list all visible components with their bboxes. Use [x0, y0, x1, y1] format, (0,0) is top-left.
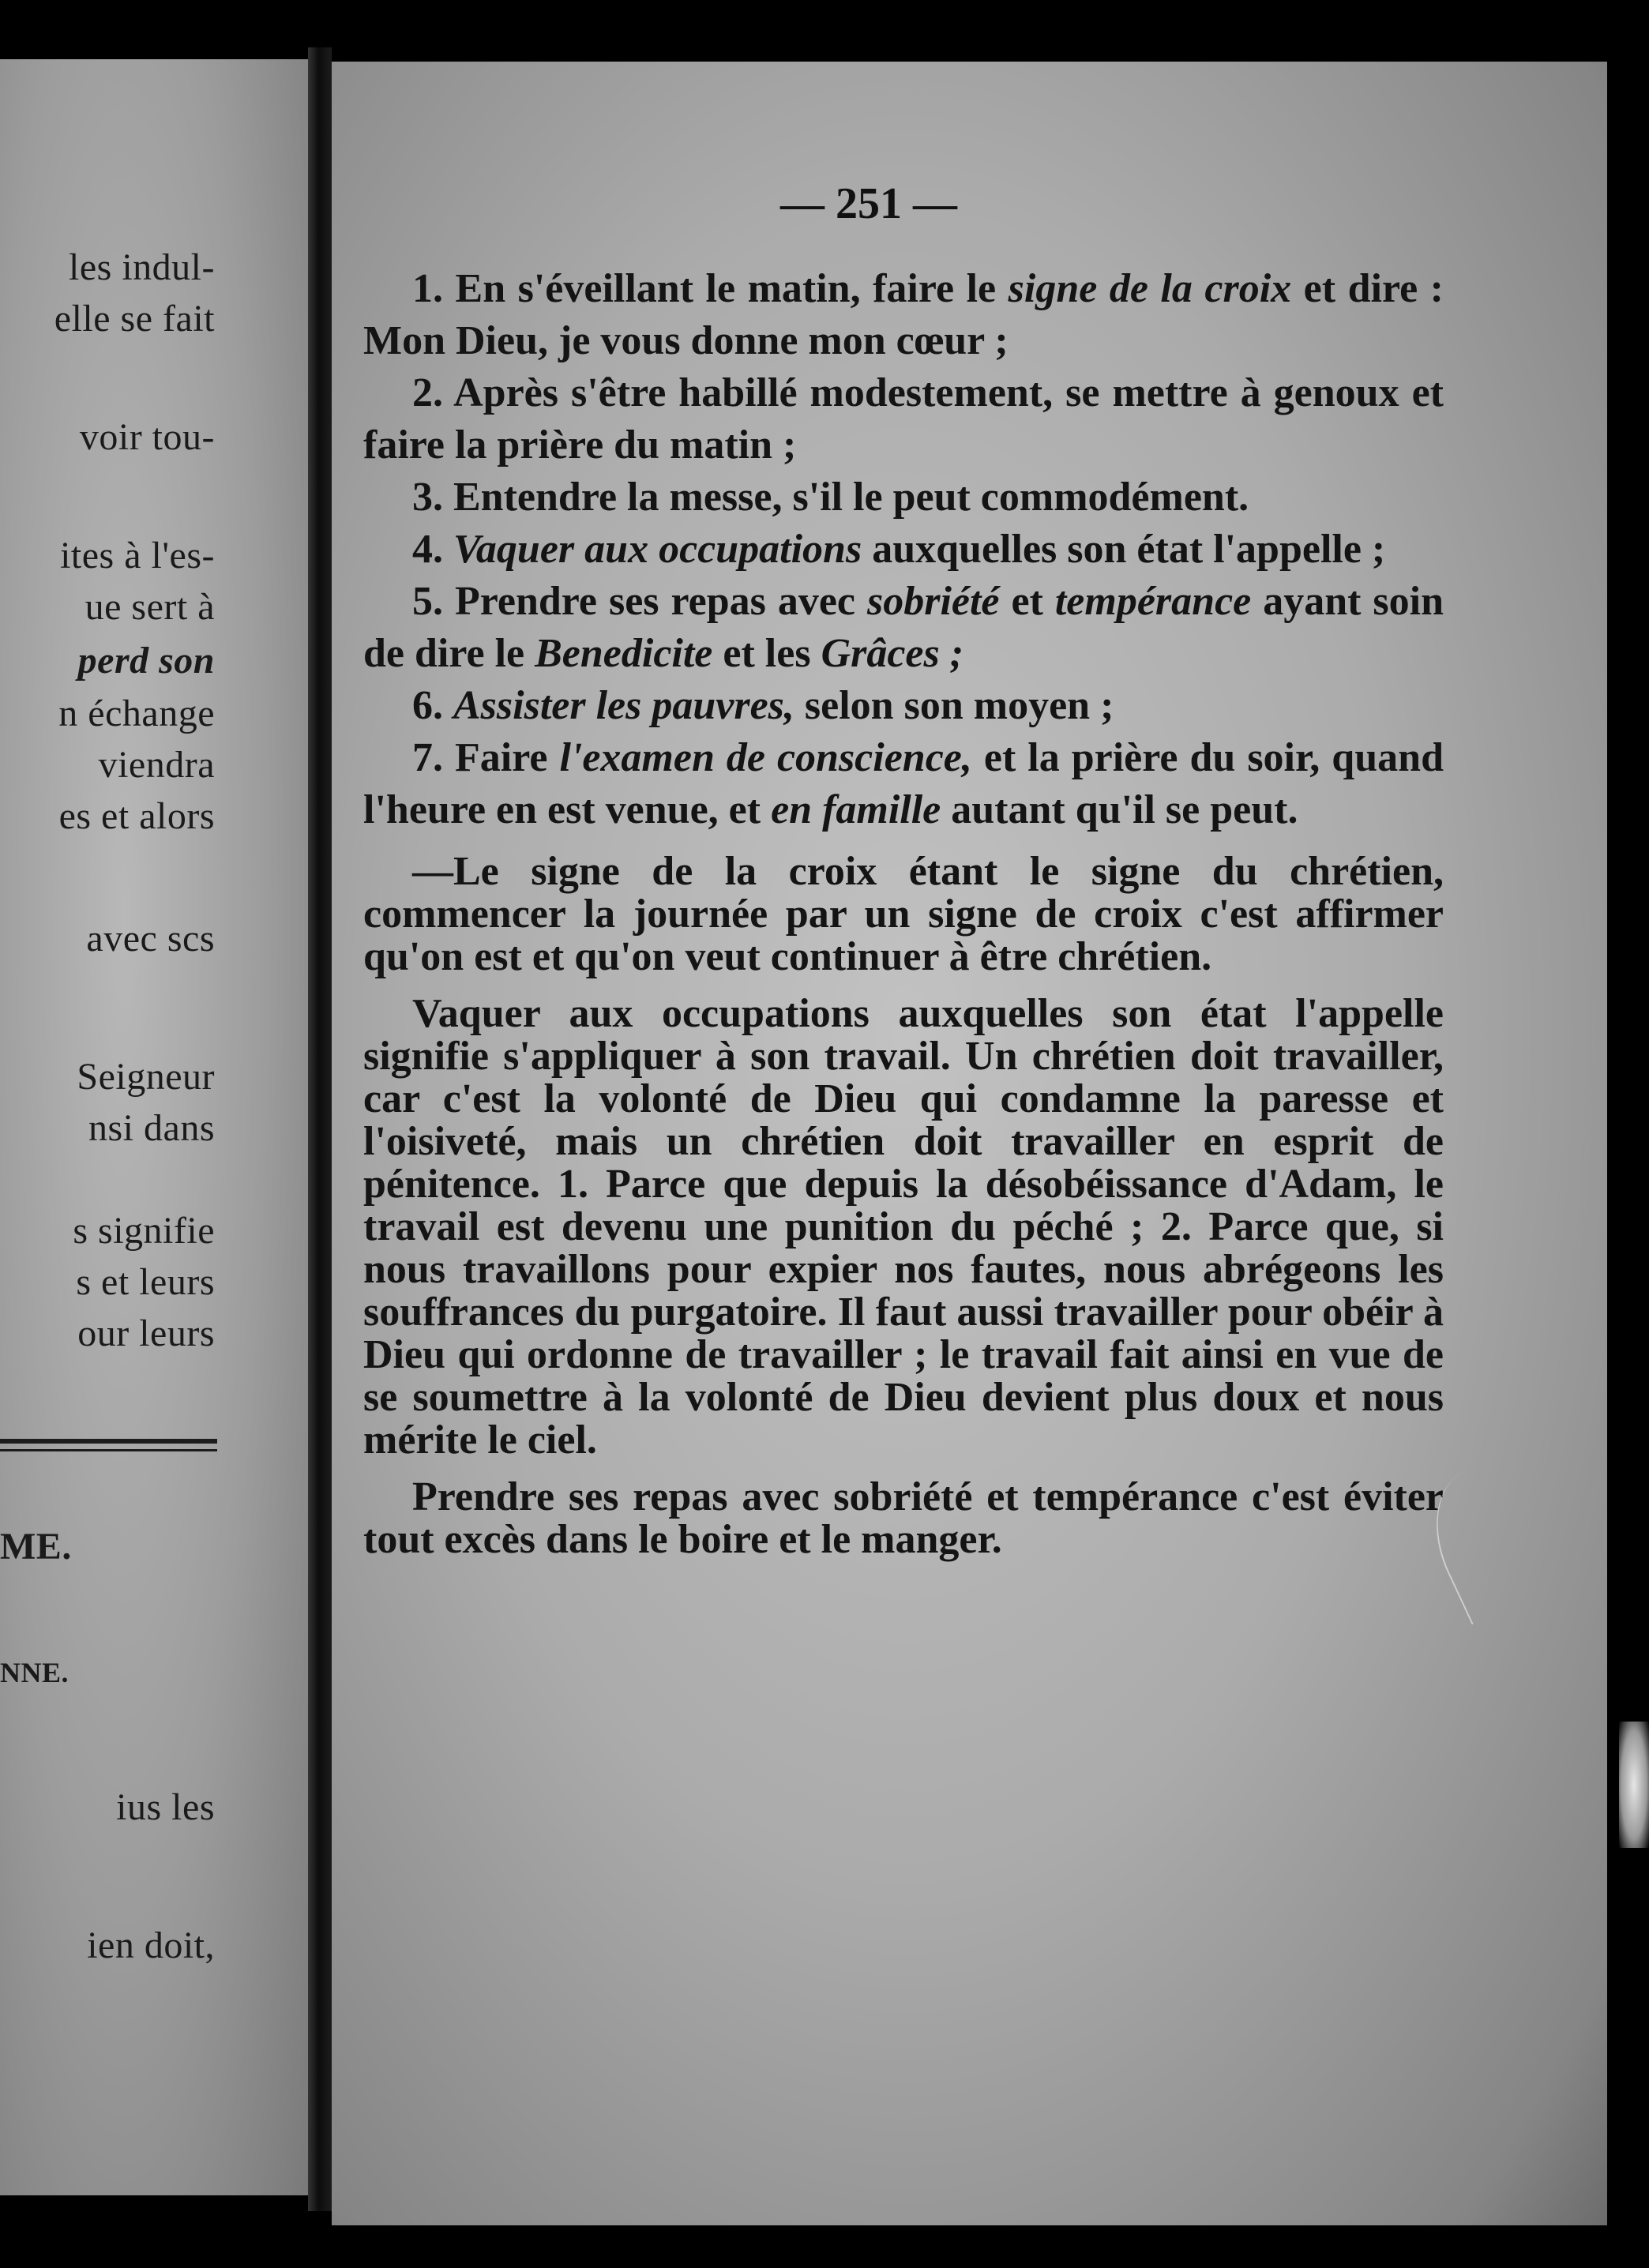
left-line: es et alors [58, 795, 215, 837]
text-run: auxquelles son état l'appelle ; [862, 527, 1386, 572]
left-line: ME. [0, 1526, 72, 1568]
text-run: et la prière du soir, quand l'heure en est venue, et [363, 735, 1444, 832]
text-run: ayant soin de dire le [363, 579, 1444, 676]
left-line: voir tou- [79, 416, 215, 458]
text-run: 6. [412, 683, 453, 728]
section-rule [0, 1439, 217, 1444]
text-run: 5. Prendre ses repas avec [412, 579, 867, 624]
paragraph [363, 680, 1444, 732]
paragraph [363, 1476, 1444, 1561]
page-number: — 251 — [780, 179, 957, 228]
left-line: NNE. [0, 1657, 69, 1688]
left-line: viendra [98, 744, 215, 786]
text-run: Prendre ses repas avec sobriété et tempérance c'est éviter tout excès dans le boire et le manger. [363, 1474, 1444, 1562]
left-line: ue sert à [85, 586, 215, 628]
left-line: Seigneur [77, 1056, 215, 1098]
text-run: et les [712, 631, 821, 676]
section-rule [0, 1449, 217, 1451]
text-run: 2. Après s'être habillé modestement, se mettre à genoux et faire la prière du matin ; [363, 370, 1444, 467]
text-run: —Le signe de la croix étant le signe du chrétien, commencer la journée par un signe de croix c'est affirmer qu'on est et qu'on veut continuer à être chrétien. [363, 849, 1444, 979]
left-line: les indul- [69, 246, 215, 288]
left-line: s signifie [73, 1210, 215, 1252]
right-page [332, 62, 1607, 2225]
text-run: 3. Entendre la messe, s'il le peut commodément. [412, 475, 1249, 520]
left-line: nsi dans [88, 1107, 215, 1149]
scan-edge-artifact [1619, 1722, 1649, 1848]
left-line: ien doit, [87, 1924, 215, 1966]
italic-text: en famille [771, 787, 941, 832]
text-run: 4. [412, 527, 453, 572]
italic-text: Assister les pauvres, [453, 683, 794, 728]
paragraph [363, 732, 1444, 836]
left-line: perd son [77, 640, 215, 682]
text-run: et [999, 579, 1055, 624]
left-line: our leurs [77, 1312, 215, 1354]
text-run: 1. En s'éveillant le matin, faire le [412, 266, 1009, 311]
paragraph [363, 367, 1444, 471]
italic-text: l'examen de conscience, [559, 735, 972, 780]
italic-text: signe de la croix [1008, 266, 1292, 311]
left-line: avec scs [86, 918, 215, 959]
italic-text: Vaquer aux occupations [453, 527, 862, 572]
italic-text: Grâces ; [821, 631, 964, 676]
text-run: selon son moyen ; [794, 683, 1114, 728]
text-run: autant qu'il se peut. [941, 787, 1298, 832]
left-page-fragment [0, 59, 308, 2195]
paragraph [363, 263, 1444, 367]
left-line: s et leurs [76, 1261, 215, 1303]
left-line: elle se fait [54, 298, 215, 340]
text-run: 7. Faire [412, 735, 560, 780]
left-line: ius les [116, 1786, 215, 1828]
paragraph [363, 576, 1444, 680]
italic-text: sobriété [866, 579, 1000, 624]
left-line: n échange [58, 693, 215, 734]
page-gutter [308, 47, 332, 2211]
italic-text: tempérance [1054, 579, 1252, 624]
paragraph [363, 471, 1444, 524]
paragraph [363, 524, 1444, 576]
text-run: Vaquer aux occupations auxquelles son état l'appelle signifie s'appliquer à son travail. Un chrétien doit travailler, car c'est la volonté de Dieu qui condamne la paresse et l'oisiveté, mais un chrétien doit travailler en esprit de pénitence. 1. Parce que depuis la désobéissance d'Adam, le travail est devenu une punition du péché ; 2. Parce que, si nous travaillons pour expier nos fautes, nous abrégeons les souffrances du purgatoire. Il faut aussi travailler pour obéir à Dieu qui ordonne de travailler ; le travail fait ainsi en vue de se soumettre à la volonté de Dieu devient plus doux et nous mérite le ciel. [363, 991, 1444, 1463]
italic-text: Benedicite [535, 631, 713, 676]
body-text [363, 263, 1444, 1561]
left-line: ites à l'es- [60, 535, 215, 576]
text-run: et dire : Mon Dieu, je vous donne mon cœur ; [363, 266, 1444, 363]
paragraph [363, 850, 1444, 978]
paragraph [363, 993, 1444, 1462]
